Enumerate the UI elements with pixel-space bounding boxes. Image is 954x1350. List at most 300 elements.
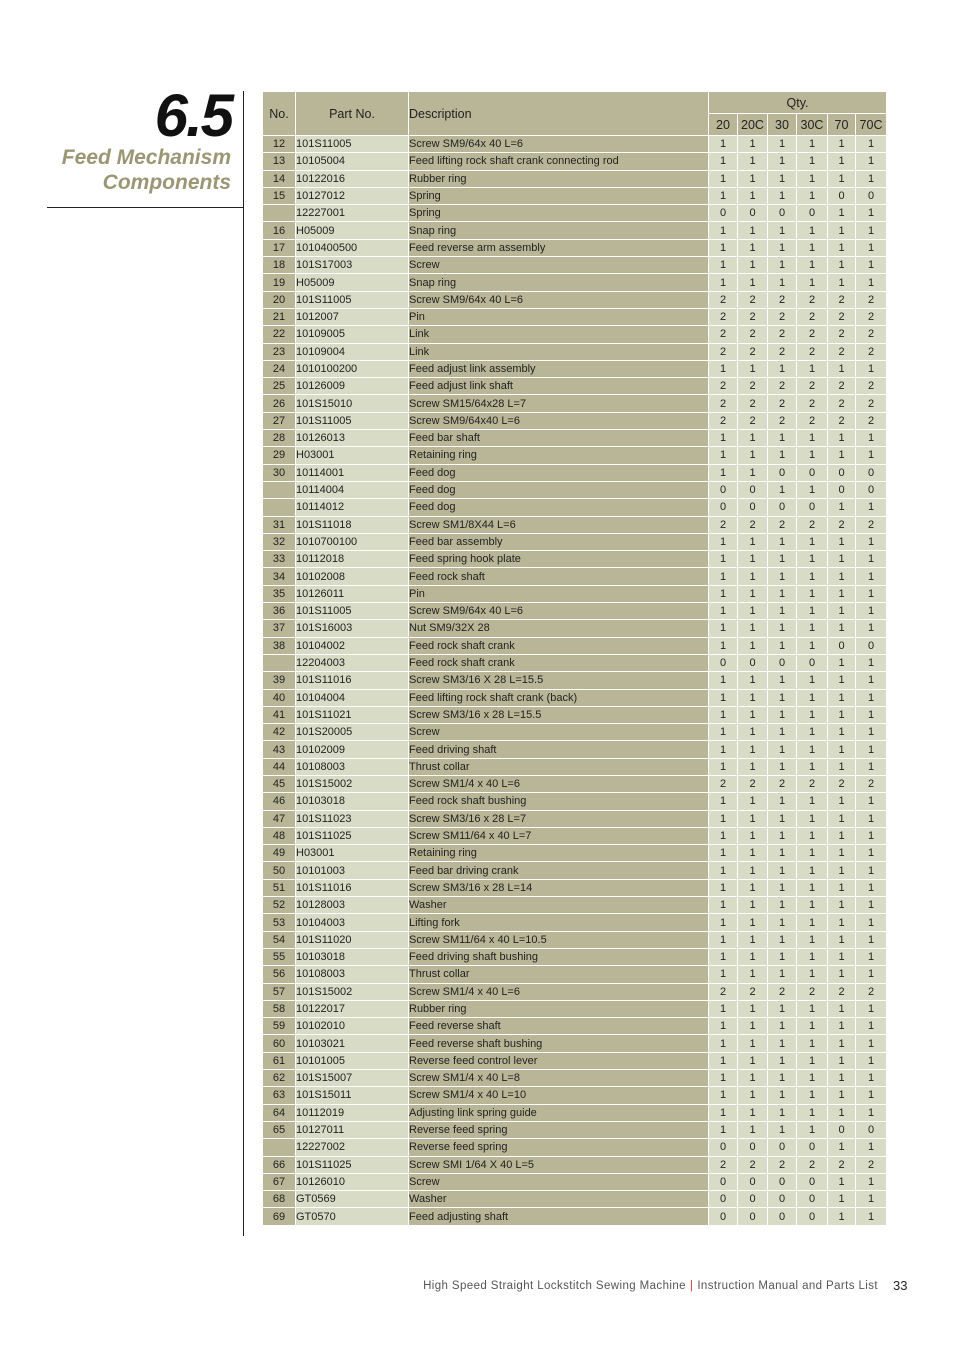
cell-part-no: 10114012 [296,499,409,516]
cell-qty: 1 [856,914,887,931]
header-model: 20C [738,114,768,136]
cell-qty: 1 [856,793,887,810]
cell-qty: 1 [828,654,856,671]
cell-qty: 1 [856,1018,887,1035]
cell-qty: 2 [797,395,828,412]
cell-qty: 1 [738,724,768,741]
cell-qty: 1 [768,257,797,274]
cell-part-no: 101S11005 [296,291,409,308]
cell-qty: 0 [797,1191,828,1208]
table-row [263,430,887,447]
cell-qty: 2 [797,326,828,343]
cell-qty: 1 [738,827,768,844]
cell-qty: 1 [856,360,887,377]
cell-part-no: 12227001 [296,205,409,222]
cell-qty: 1 [797,845,828,862]
cell-qty: 2 [856,983,887,1000]
cell-part-no: H05009 [296,222,409,239]
table-body [263,136,887,1226]
table-row [263,897,887,914]
cell-qty: 1 [738,136,768,153]
cell-qty: 1 [709,187,738,204]
cell-no: 47 [263,810,296,827]
cell-part-no: 10104003 [296,914,409,931]
cell-description: Reverse feed spring [409,1121,709,1138]
cell-qty: 2 [738,775,768,792]
cell-qty: 0 [709,1173,738,1190]
table-row [263,1018,887,1035]
cell-qty: 1 [738,170,768,187]
table-row [263,845,887,862]
cell-qty: 1 [709,464,738,481]
cell-part-no: 10104004 [296,689,409,706]
cell-qty: 1 [709,136,738,153]
table-row [263,291,887,308]
cell-description: Screw SM1/4 x 40 L=10 [409,1087,709,1104]
cell-qty: 2 [856,326,887,343]
table-row [263,879,887,896]
cell-qty: 1 [856,706,887,723]
cell-qty: 1 [797,706,828,723]
cell-qty: 1 [856,845,887,862]
cell-qty: 0 [738,499,768,516]
cell-part-no: 10102009 [296,741,409,758]
cell-description: Feed bar assembly [409,533,709,550]
cell-qty: 1 [797,447,828,464]
cell-qty: 2 [768,983,797,1000]
table-row [263,187,887,204]
table-row [263,551,887,568]
cell-no: 43 [263,741,296,758]
table-row [263,948,887,965]
cell-qty: 1 [797,1121,828,1138]
header-description: Description [409,92,709,136]
cell-qty: 1 [828,568,856,585]
cell-no: 31 [263,516,296,533]
cell-qty: 1 [828,274,856,291]
cell-description: Feed reverse shaft [409,1018,709,1035]
cell-qty: 1 [856,897,887,914]
cell-qty: 2 [828,412,856,429]
cell-qty: 1 [738,793,768,810]
cell-qty: 1 [768,568,797,585]
cell-qty: 2 [828,516,856,533]
cell-description: Screw SM1/4 x 40 L=6 [409,983,709,1000]
cell-qty: 0 [738,1173,768,1190]
table-row [263,343,887,360]
table-row [263,222,887,239]
cell-qty: 1 [828,430,856,447]
table-row [263,1156,887,1173]
cell-part-no: 10126011 [296,585,409,602]
cell-qty: 1 [738,257,768,274]
cell-description: Feed adjust link assembly [409,360,709,377]
table-row [263,1070,887,1087]
cell-qty: 2 [856,395,887,412]
cell-qty: 1 [709,222,738,239]
cell-qty: 1 [738,447,768,464]
footer-subtitle: Instruction Manual and Parts List [697,1280,878,1292]
cell-description: Feed adjust link shaft [409,378,709,395]
cell-description: Link [409,343,709,360]
header-model: 70C [856,114,887,136]
cell-qty: 1 [738,620,768,637]
cell-qty: 1 [828,672,856,689]
cell-qty: 1 [797,741,828,758]
cell-qty: 2 [797,412,828,429]
cell-description: Feed rock shaft crank [409,654,709,671]
cell-qty: 1 [768,170,797,187]
cell-part-no: 10103018 [296,793,409,810]
cell-qty: 1 [738,914,768,931]
cell-no: 33 [263,551,296,568]
table-row [263,326,887,343]
cell-description: Spring [409,205,709,222]
cell-qty: 1 [768,845,797,862]
cell-qty: 1 [828,1087,856,1104]
cell-qty: 1 [738,464,768,481]
cell-qty: 2 [856,291,887,308]
table-row [263,136,887,153]
cell-qty: 2 [768,291,797,308]
cell-description: Feed spring hook plate [409,551,709,568]
cell-part-no: 10112018 [296,551,409,568]
cell-qty: 1 [797,637,828,654]
cell-description: Pin [409,585,709,602]
cell-description: Thrust collar [409,758,709,775]
cell-qty: 2 [828,291,856,308]
cell-qty: 1 [856,430,887,447]
cell-qty: 1 [797,1070,828,1087]
cell-qty: 1 [738,862,768,879]
cell-part-no: GT0569 [296,1191,409,1208]
cell-qty: 0 [768,205,797,222]
cell-part-no: 1010700100 [296,533,409,550]
cell-qty: 0 [709,1139,738,1156]
table-row [263,360,887,377]
cell-qty: 1 [828,222,856,239]
cell-qty: 1 [856,205,887,222]
cell-no: 28 [263,430,296,447]
cell-qty: 1 [709,724,738,741]
cell-qty: 1 [768,862,797,879]
cell-qty: 1 [797,689,828,706]
table-row [263,1208,887,1225]
cell-part-no: 10114004 [296,481,409,498]
cell-qty: 1 [768,689,797,706]
cell-part-no: 101S11005 [296,412,409,429]
cell-qty: 1 [709,274,738,291]
cell-qty: 2 [738,983,768,1000]
cell-qty: 0 [768,499,797,516]
cell-description: Feed driving shaft [409,741,709,758]
cell-part-no: 101S15002 [296,983,409,1000]
cell-qty: 1 [709,862,738,879]
cell-qty: 1 [709,1000,738,1017]
cell-qty: 2 [797,308,828,325]
cell-qty: 1 [828,810,856,827]
cell-qty: 0 [709,205,738,222]
cell-qty: 1 [738,1104,768,1121]
table-row [263,775,887,792]
cell-description: Washer [409,897,709,914]
cell-qty: 0 [709,654,738,671]
cell-part-no: 10122016 [296,170,409,187]
cell-qty: 2 [738,378,768,395]
cell-part-no: H03001 [296,447,409,464]
cell-no: 69 [263,1208,296,1225]
cell-qty: 1 [738,897,768,914]
cell-qty: 1 [856,879,887,896]
section-title-line1: Feed Mechanism [61,146,231,169]
cell-qty: 2 [738,1156,768,1173]
cell-qty: 0 [828,464,856,481]
cell-qty: 2 [856,516,887,533]
cell-qty: 1 [709,360,738,377]
cell-part-no: 101S11025 [296,1156,409,1173]
cell-qty: 1 [738,845,768,862]
table-row [263,672,887,689]
cell-description: Screw SM11/64 x 40 L=10.5 [409,931,709,948]
cell-qty: 1 [797,1018,828,1035]
cell-qty: 1 [856,741,887,758]
cell-no: 68 [263,1191,296,1208]
cell-qty: 0 [828,637,856,654]
cell-qty: 1 [828,724,856,741]
cell-qty: 1 [768,360,797,377]
cell-description: Lifting fork [409,914,709,931]
cell-qty: 1 [768,533,797,550]
cell-description: Feed rock shaft bushing [409,793,709,810]
cell-no: 36 [263,603,296,620]
cell-no: 30 [263,464,296,481]
cell-qty: 0 [856,481,887,498]
table-row [263,827,887,844]
cell-qty: 1 [828,499,856,516]
cell-qty: 1 [797,948,828,965]
cell-description: Link [409,326,709,343]
table-row [263,1139,887,1156]
cell-qty: 1 [738,533,768,550]
cell-qty: 1 [797,481,828,498]
cell-qty: 1 [738,672,768,689]
cell-qty: 1 [709,568,738,585]
cell-no [263,481,296,498]
cell-qty: 1 [709,1035,738,1052]
cell-qty: 1 [738,1052,768,1069]
cell-part-no: 101S11005 [296,136,409,153]
cell-no: 14 [263,170,296,187]
cell-qty: 0 [856,187,887,204]
cell-qty: 1 [768,1000,797,1017]
title-divider [47,207,243,208]
table-row [263,533,887,550]
cell-qty: 1 [828,741,856,758]
cell-qty: 2 [709,308,738,325]
cell-qty: 1 [797,793,828,810]
cell-qty: 1 [828,706,856,723]
table-row [263,464,887,481]
cell-description: Rubber ring [409,1000,709,1017]
cell-qty: 1 [856,654,887,671]
cell-no: 34 [263,568,296,585]
cell-no: 61 [263,1052,296,1069]
cell-qty: 1 [828,136,856,153]
cell-no: 27 [263,412,296,429]
table-row [263,1191,887,1208]
cell-qty: 1 [856,620,887,637]
cell-part-no: 101S11018 [296,516,409,533]
cell-qty: 2 [828,308,856,325]
cell-qty: 1 [856,239,887,256]
header-no: No. [263,92,296,136]
cell-qty: 1 [738,603,768,620]
cell-no: 63 [263,1087,296,1104]
cell-qty: 1 [797,914,828,931]
cell-qty: 2 [768,775,797,792]
cell-qty: 1 [709,672,738,689]
cell-part-no: 1012007 [296,308,409,325]
cell-qty: 1 [738,239,768,256]
cell-qty: 2 [709,412,738,429]
cell-qty: 1 [856,1173,887,1190]
cell-qty: 1 [856,153,887,170]
header-part-no: Part No. [296,92,409,136]
cell-qty: 1 [709,603,738,620]
cell-qty: 1 [768,706,797,723]
cell-qty: 1 [768,1087,797,1104]
cell-qty: 2 [856,378,887,395]
cell-part-no: 101S11020 [296,931,409,948]
table-row [263,568,887,585]
cell-description: Feed reverse shaft bushing [409,1035,709,1052]
cell-qty: 0 [797,1208,828,1225]
cell-qty: 2 [797,775,828,792]
cell-qty: 1 [828,205,856,222]
cell-description: Feed lifting rock shaft crank connecting rod [409,153,709,170]
cell-qty: 1 [828,170,856,187]
cell-qty: 1 [856,931,887,948]
cell-description: Screw SM9/64x 40 L=6 [409,291,709,308]
cell-qty: 1 [856,568,887,585]
cell-description: Feed rock shaft [409,568,709,585]
cell-part-no: 101S15010 [296,395,409,412]
cell-qty: 1 [738,1087,768,1104]
cell-qty: 1 [709,1104,738,1121]
table-row [263,931,887,948]
cell-qty: 1 [828,1070,856,1087]
cell-description: Screw SM3/16 x 28 L=14 [409,879,709,896]
cell-description: Screw SM1/8X44 L=6 [409,516,709,533]
cell-qty: 1 [797,585,828,602]
cell-no [263,654,296,671]
cell-qty: 1 [856,1052,887,1069]
table-row [263,412,887,429]
cell-qty: 1 [856,1191,887,1208]
cell-description: Screw SM1/4 x 40 L=6 [409,775,709,792]
cell-qty: 1 [856,1139,887,1156]
cell-qty: 1 [797,966,828,983]
cell-part-no: 12204003 [296,654,409,671]
header-model: 30C [797,114,828,136]
cell-part-no: 101S15002 [296,775,409,792]
cell-qty: 2 [797,516,828,533]
cell-qty: 1 [856,533,887,550]
cell-qty: 0 [709,1208,738,1225]
cell-no: 54 [263,931,296,948]
table-row [263,706,887,723]
cell-qty: 2 [738,343,768,360]
cell-qty: 1 [709,637,738,654]
cell-no: 40 [263,689,296,706]
cell-qty: 2 [828,378,856,395]
cell-qty: 1 [828,1139,856,1156]
cell-qty: 2 [738,516,768,533]
cell-qty: 1 [768,793,797,810]
cell-qty: 1 [768,1052,797,1069]
cell-qty: 1 [768,430,797,447]
cell-no: 22 [263,326,296,343]
cell-qty: 2 [709,983,738,1000]
cell-no: 26 [263,395,296,412]
cell-qty: 2 [709,775,738,792]
cell-qty: 1 [709,257,738,274]
cell-description: Feed lifting rock shaft crank (back) [409,689,709,706]
cell-qty: 1 [709,897,738,914]
cell-part-no: 101S11016 [296,879,409,896]
cell-qty: 1 [709,551,738,568]
cell-description: Snap ring [409,274,709,291]
cell-qty: 1 [856,689,887,706]
table-row [263,1104,887,1121]
cell-qty: 2 [709,326,738,343]
cell-qty: 1 [828,551,856,568]
table-row [263,1035,887,1052]
cell-part-no: 10109005 [296,326,409,343]
footer [423,1280,878,1292]
cell-part-no: 10109004 [296,343,409,360]
cell-part-no: 10102008 [296,568,409,585]
cell-qty: 2 [768,378,797,395]
cell-qty: 1 [797,239,828,256]
cell-description: Retaining ring [409,845,709,862]
cell-qty: 0 [797,464,828,481]
cell-no: 62 [263,1070,296,1087]
cell-qty: 2 [797,378,828,395]
cell-description: Screw [409,724,709,741]
cell-no: 15 [263,187,296,204]
cell-no: 64 [263,1104,296,1121]
cell-qty: 1 [709,620,738,637]
cell-part-no: 101S11023 [296,810,409,827]
cell-qty: 1 [709,914,738,931]
cell-qty: 1 [768,187,797,204]
cell-qty: 1 [797,170,828,187]
cell-description: Feed reverse arm assembly [409,239,709,256]
cell-no: 23 [263,343,296,360]
cell-qty: 1 [738,1035,768,1052]
cell-qty: 2 [709,378,738,395]
cell-qty: 2 [797,291,828,308]
cell-qty: 1 [856,758,887,775]
cell-qty: 1 [797,931,828,948]
cell-no: 16 [263,222,296,239]
cell-qty: 1 [797,257,828,274]
cell-qty: 1 [797,222,828,239]
cell-qty: 2 [738,395,768,412]
table-row [263,966,887,983]
cell-qty: 1 [797,568,828,585]
